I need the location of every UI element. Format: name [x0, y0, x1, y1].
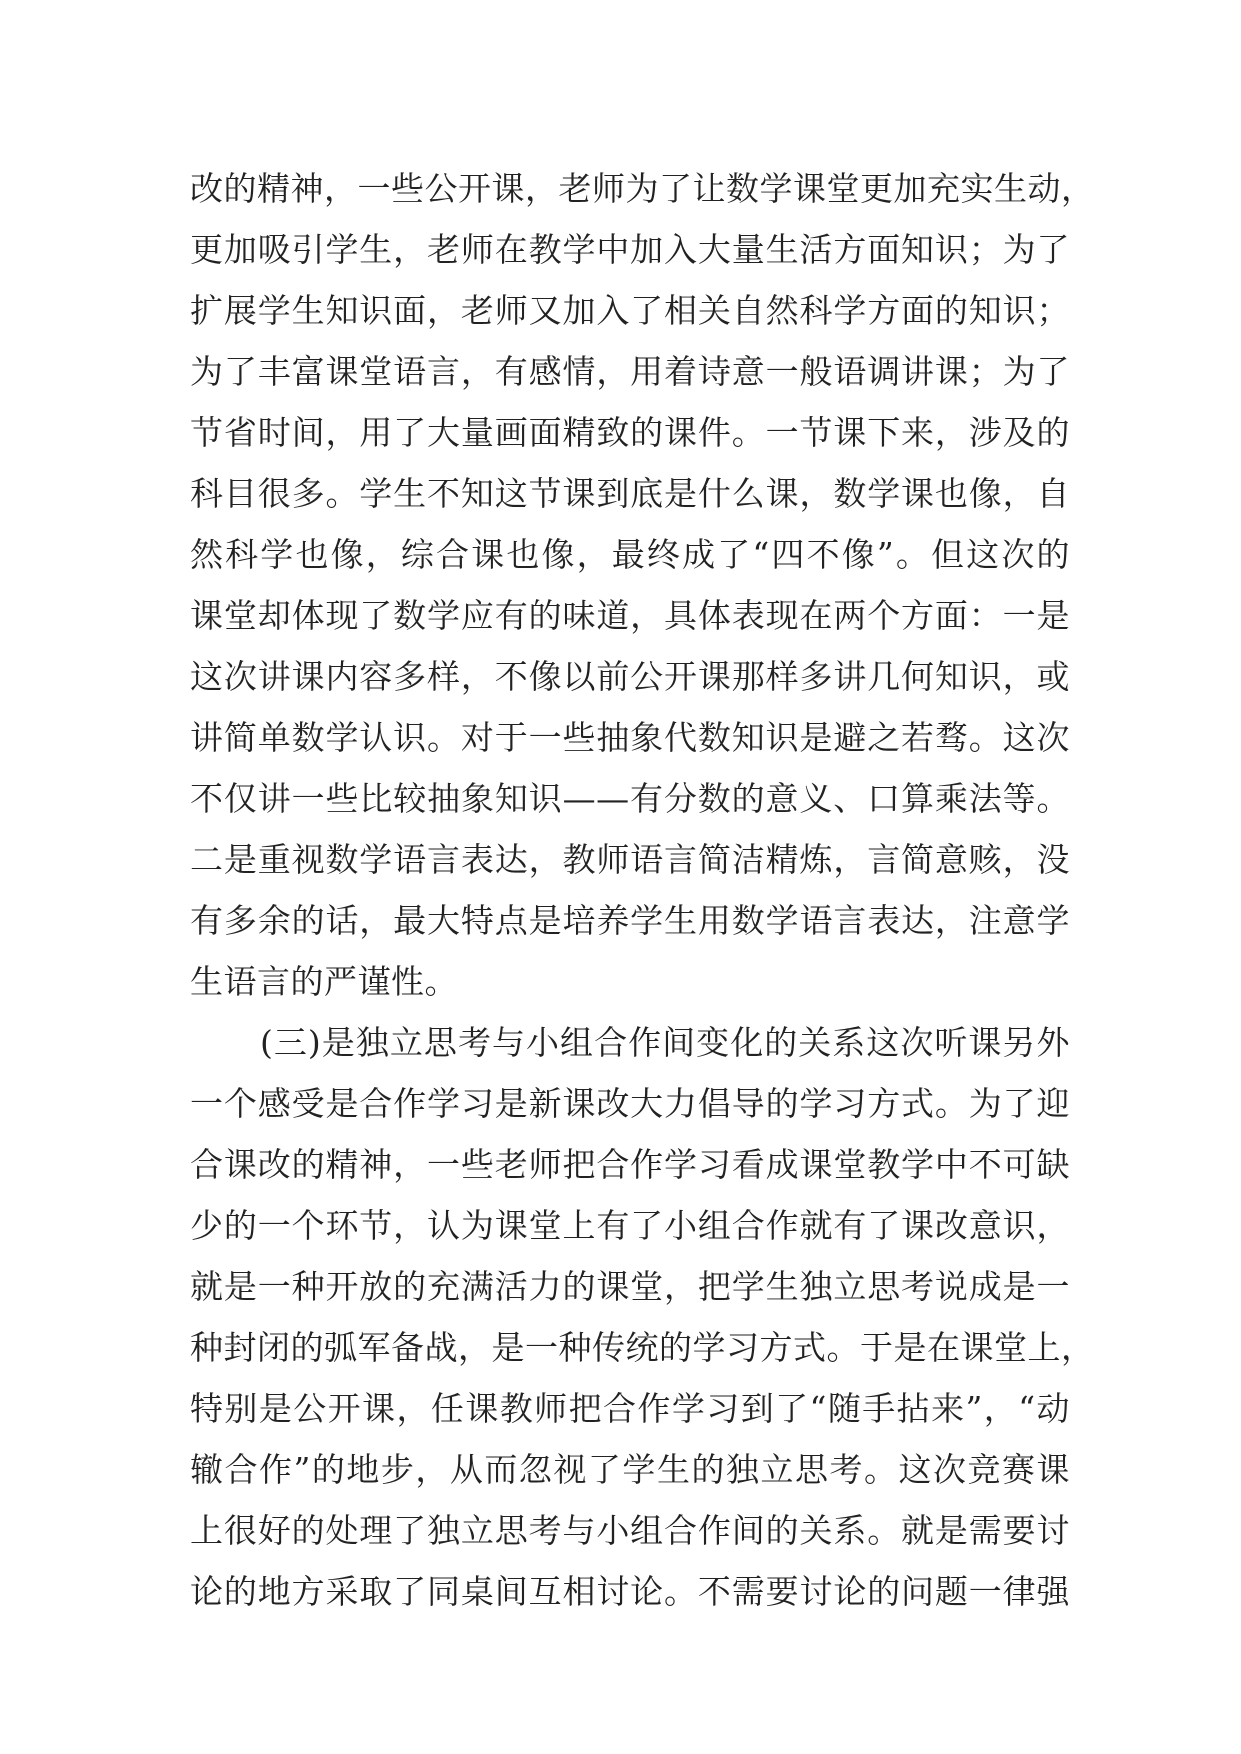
paragraph-line: 这次讲课内容多样，不像以前公开课那样多讲几何知识，或 [190, 657, 1070, 696]
paragraph-line: 有多余的话，最大特点是培养学生用数学语言表达，注意学 [190, 901, 1070, 940]
paragraph-line: 不仅讲一些比较抽象知识——有分数的意义、口算乘法等。 [190, 779, 1070, 818]
paragraph-line: 为了丰富课堂语言，有感情，用着诗意一般语调讲课；为了 [190, 352, 1070, 391]
paragraph-line: 论的地方采取了同桌间互相讨论。不需要讨论的问题一律强 [190, 1572, 1070, 1611]
paragraph-line: 然科学也像，综合课也像，最终成了“四不像”。但这次的 [190, 535, 1070, 574]
paragraph-line: 讲简单数学认识。对于一些抽象代数知识是避之若骛。这次 [190, 718, 1070, 757]
paragraph-line: 扩展学生知识面，老师又加入了相关自然科学方面的知识； [190, 291, 1070, 330]
paragraph-line: 合课改的精神，一些老师把合作学习看成课堂教学中不可缺 [190, 1145, 1070, 1184]
paragraph-1 [190, 158, 1095, 1012]
paragraph-line: 科目很多。学生不知这节课到底是什么课，数学课也像，自 [190, 474, 1070, 513]
paragraph-line: 就是一种开放的充满活力的课堂，把学生独立思考说成是一 [190, 1267, 1070, 1306]
paragraph-line: 上很好的处理了独立思考与小组合作间的关系。就是需要讨 [190, 1511, 1070, 1550]
paragraph-line: 课堂却体现了数学应有的味道，具体表现在两个方面：一是 [190, 596, 1070, 635]
paragraph-2 [190, 1012, 1095, 1622]
paragraph-line: (三)是独立思考与小组合作间变化的关系这次听课另外 [260, 1023, 1070, 1062]
paragraph-line: 特别是公开课，任课教师把合作学习到了“随手拈来”，“动 [190, 1389, 1070, 1428]
paragraph-line: 少的一个环节，认为课堂上有了小组合作就有了课改意识， [190, 1206, 1070, 1245]
paragraph-line: 一个感受是合作学习是新课改大力倡导的学习方式。为了迎 [190, 1084, 1070, 1123]
paragraph-line: 改的精神，一些公开课，老师为了让数学课堂更加充实生动， [190, 169, 1095, 208]
paragraph-line: 种封闭的弧军备战，是一种传统的学习方式。于是在课堂上， [190, 1328, 1095, 1367]
paragraph-line: 更加吸引学生，老师在教学中加入大量生活方面知识；为了 [190, 230, 1070, 269]
paragraph-line: 辙合作”的地步，从而忽视了学生的独立思考。这次竞赛课 [190, 1450, 1070, 1489]
paragraph-line: 二是重视数学语言表达，教师语言简洁精炼，言简意赅，没 [190, 840, 1070, 879]
paragraph-line: 节省时间，用了大量画面精致的课件。一节课下来，涉及的 [190, 413, 1070, 452]
paragraph-line: 生语言的严谨性。 [190, 962, 458, 1001]
document-body [190, 158, 1095, 1622]
